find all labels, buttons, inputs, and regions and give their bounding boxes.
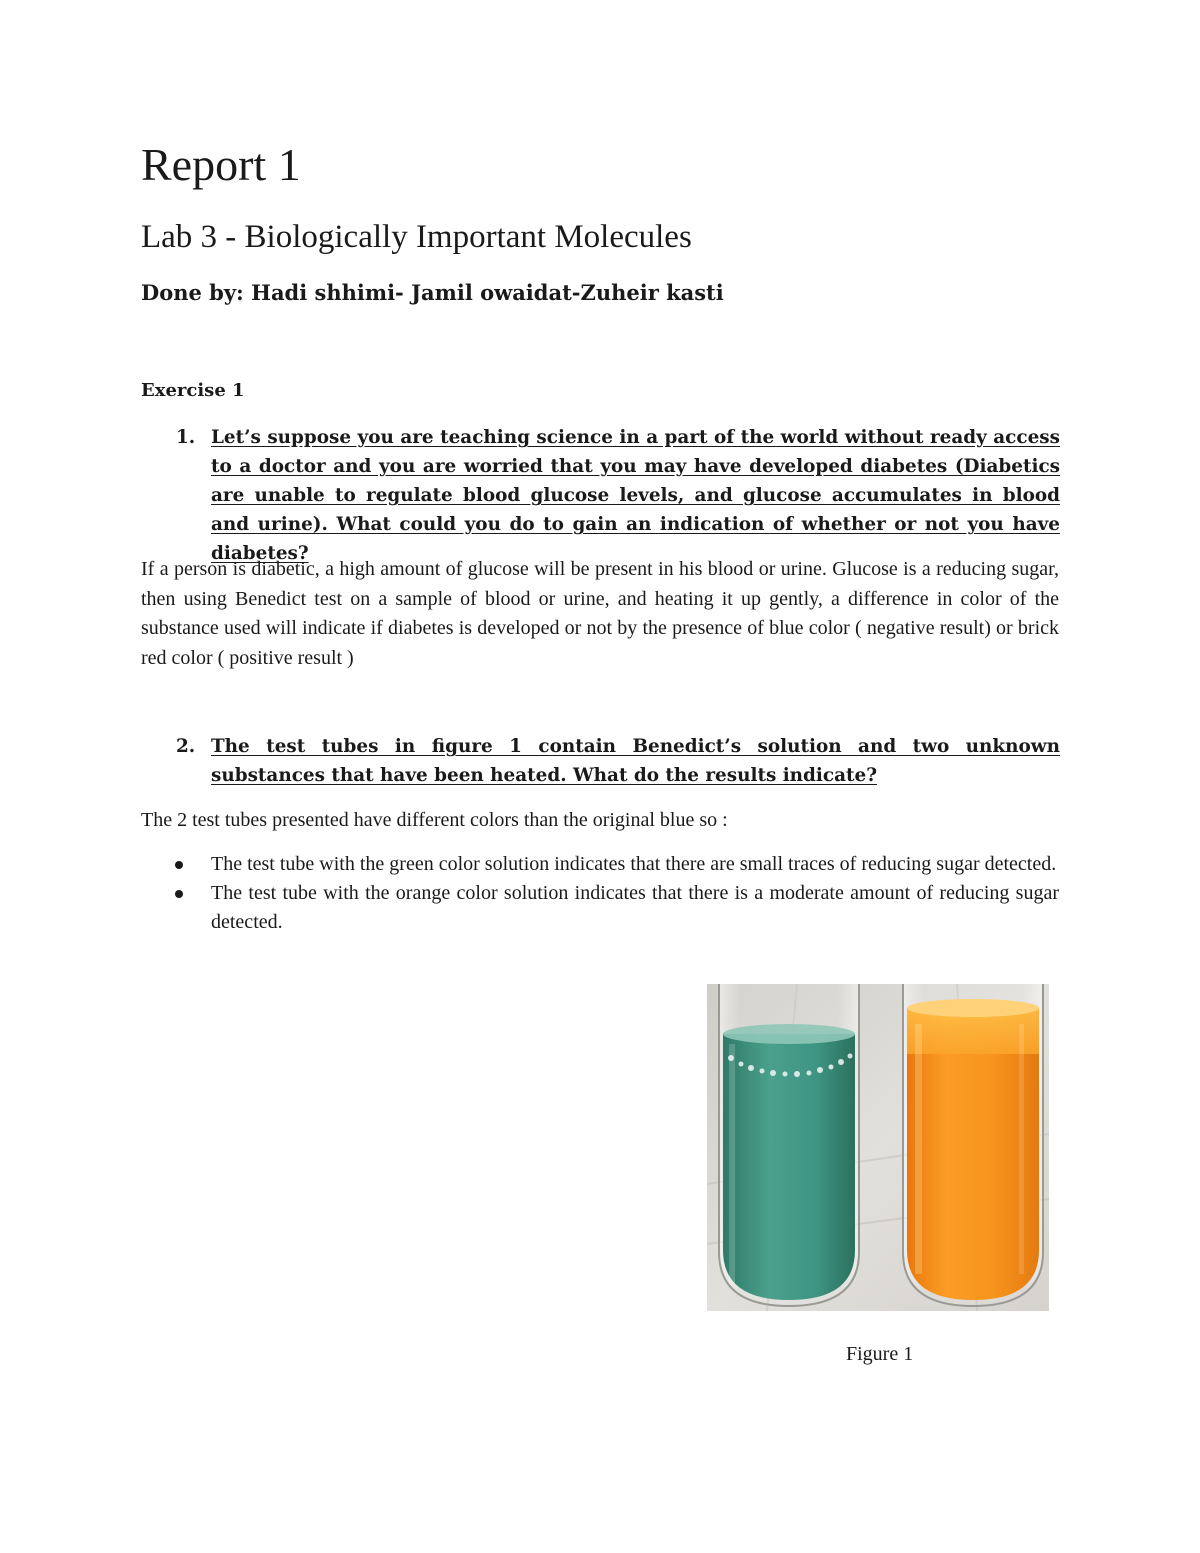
authors-line: Done by: Hadi shhimi- Jamil owaidat-Zuheir kasti bbox=[141, 280, 724, 305]
bullet-icon bbox=[175, 861, 183, 869]
question-1-text: Let’s suppose you are teaching science in a part of the world without ready access to a doctor and you are worried that you may have developed diabetes (Diabetics are unable to regulate blood glucose levels, and glucose accumulates in blood and urine). What could you do to gain an indication of whether or not you have diabetes? bbox=[211, 427, 1060, 564]
answer-2-bullet-list bbox=[141, 850, 1059, 937]
bullet-text: The test tube with the green color solution indicates that there are small traces of reducing sugar detected. bbox=[211, 853, 1057, 875]
answer-2-intro: The 2 test tubes presented have different colors than the original blue so : bbox=[141, 809, 728, 831]
bullet-text: The test tube with the orange color solution indicates that there is a moderate amount of reducing sugar detected. bbox=[211, 882, 1059, 933]
list-item bbox=[141, 879, 1059, 937]
test-tubes-photo bbox=[707, 984, 1049, 1311]
list-item bbox=[141, 850, 1059, 879]
exercise-heading: Exercise 1 bbox=[141, 380, 245, 401]
report-title: Report 1 bbox=[141, 139, 301, 190]
bullet-icon bbox=[175, 890, 183, 898]
lab-subtitle: Lab 3 - Biologically Important Molecules bbox=[141, 219, 692, 255]
question-1-number: 1. bbox=[176, 427, 196, 448]
question-1 bbox=[176, 423, 1060, 568]
question-2 bbox=[176, 732, 1060, 790]
question-2-number: 2. bbox=[176, 736, 196, 757]
question-2-text: The test tubes in figure 1 contain Benedict’s solution and two unknown substances that have been heated. What do the results indicate? bbox=[211, 736, 1060, 786]
figure-caption: Figure 1 bbox=[846, 1343, 914, 1365]
answer-1: If a person is diabetic, a high amount of glucose will be present in his blood or urine. Glucose is a reducing sugar, then using Benedict test on a sample of blood or urine, and heating it up gently, a difference in color of the substance used will indicate if diabetes is developed or not by the presence of blue color ( negative result) or brick red color ( positive result ) bbox=[141, 558, 1059, 669]
